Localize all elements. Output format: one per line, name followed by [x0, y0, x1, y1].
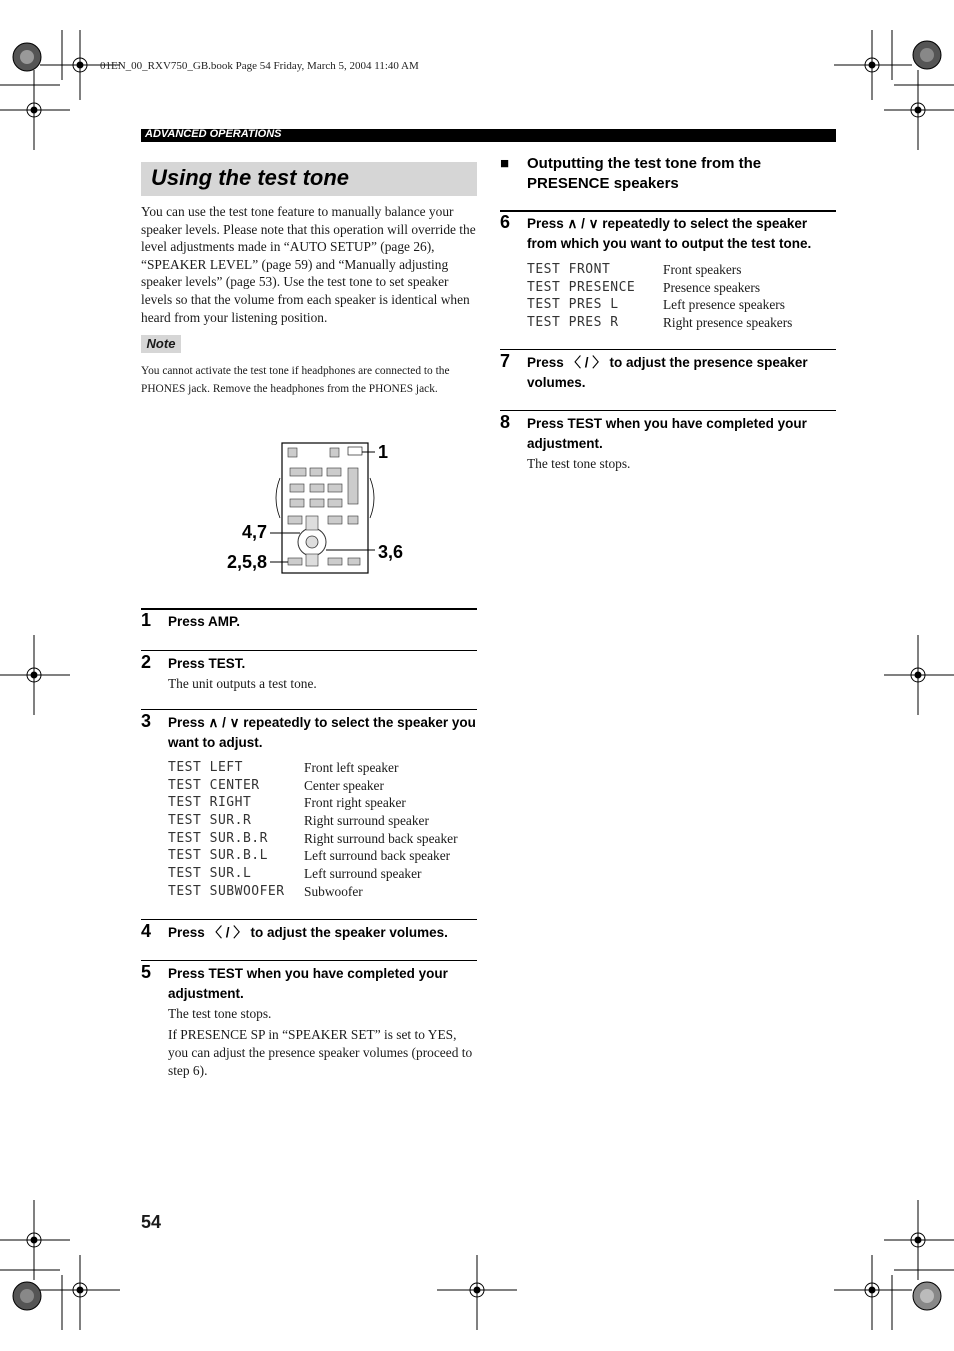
lcd-code: TEST SUBWOOFER: [168, 883, 285, 899]
step-3-table: [168, 760, 478, 902]
step-6-number: 6: [500, 212, 511, 232]
step-1-heading: Press AMP.: [168, 614, 241, 629]
table-row: [168, 778, 478, 796]
step-4-rule: [141, 919, 477, 920]
step-5-heading: Press TEST when you have completed your adjustment.: [168, 966, 448, 1001]
speaker-desc: Left presence speakers: [663, 297, 785, 313]
step-8-number: 8: [500, 412, 511, 432]
speaker-desc: Presence speakers: [663, 279, 761, 295]
step-2-rule: [141, 650, 477, 651]
step-6-table: [527, 262, 837, 333]
speaker-desc: Left surround speaker: [304, 866, 422, 882]
lcd-code: TEST SUR.R: [168, 813, 252, 829]
step-1-number: 1: [141, 610, 152, 630]
presence-bullet: ■: [500, 155, 510, 172]
speaker-desc: Right surround back speaker: [304, 830, 458, 846]
step-8-rule: [500, 410, 836, 411]
step-3-rule: [141, 709, 477, 710]
table-row: [527, 315, 837, 333]
section-label: ADVANCED OPERATIONS: [145, 128, 282, 140]
step-8-heading: Press TEST when you have completed your adjustment.: [527, 416, 807, 451]
step-8-body: The test tone stops.: [527, 456, 631, 471]
table-row: [168, 884, 478, 902]
presence-heading-line2: PRESENCE speakers: [527, 175, 679, 192]
lcd-code: TEST SUR.B.L: [168, 848, 268, 864]
step-4-heading: Press 〈 / 〉 to adjust the speaker volumes.: [168, 925, 448, 940]
table-row: [527, 297, 837, 315]
step-4-number: 4: [141, 921, 152, 941]
speaker-desc: Right surround speaker: [304, 813, 429, 829]
speaker-desc: Front right speaker: [304, 795, 406, 811]
speaker-desc: Right presence speakers: [663, 315, 793, 331]
page-title: Using the test tone: [151, 165, 350, 190]
note-label: Note: [141, 335, 181, 353]
lcd-code: TEST SUR.L: [168, 866, 252, 882]
table-row: [168, 813, 478, 831]
step-5-body: The test tone stops.: [168, 1006, 272, 1021]
lcd-code: TEST PRES L: [527, 297, 619, 313]
step-3-number: 3: [141, 711, 152, 731]
step-6-rule: [500, 210, 836, 212]
presence-heading-line1: Outputting the test tone from the: [527, 155, 762, 172]
table-row: [168, 760, 478, 778]
intro-paragraph: You can use the test tone feature to manually balance your speaker levels. Please note that this operation will override the level adjustments made in “AUTO SETUP” (page 26), “SPEAKER LEVEL” (page 59) and “Manually adjusting speaker levels” (page 53). Use the test tone to set speaker levels so that the volume from each speaker is identical when heard from your listening position.: [141, 204, 476, 325]
lcd-code: TEST LEFT: [168, 760, 243, 775]
step-3-heading: Press ∧ / ∨ repeatedly to select the speaker you want to adjust.: [168, 715, 476, 750]
section-bar: [141, 129, 836, 142]
step-6-heading: Press ∧ / ∨ repeatedly to select the speaker from which you want to output the test tone.: [527, 216, 812, 251]
callout-4-7: 4,7: [242, 522, 268, 542]
lcd-code: TEST SUR.B.R: [168, 830, 268, 846]
lcd-code: TEST PRES R: [527, 315, 619, 331]
lcd-code: TEST CENTER: [168, 777, 260, 793]
step-2-number: 2: [141, 652, 152, 672]
step-1-rule: [141, 608, 477, 610]
table-row: [168, 831, 478, 849]
page-number: 54: [141, 1212, 162, 1232]
print-header: 01EN_00_RXV750_GB.book Page 54 Friday, March 5, 2004 11:40 AM: [100, 60, 419, 72]
step-7-heading: Press 〈 / 〉 to adjust the presence speaker volumes.: [527, 355, 808, 390]
table-row: [168, 866, 478, 884]
callout-1: 1: [378, 442, 389, 462]
step-7-number: 7: [500, 351, 511, 371]
lcd-code: TEST FRONT: [527, 262, 611, 277]
step-7-rule: [500, 349, 836, 350]
table-row: [527, 280, 837, 298]
table-row: [527, 262, 837, 280]
callout-3-6: 3,6: [378, 542, 404, 562]
step-5-rule: [141, 960, 477, 961]
speaker-desc: Left surround back speaker: [304, 848, 451, 864]
speaker-desc: Center speaker: [304, 777, 384, 793]
title-box: [141, 162, 477, 196]
step-2-body: The unit outputs a test tone.: [168, 676, 317, 691]
speaker-desc: Front left speaker: [304, 760, 399, 775]
table-row: [168, 795, 478, 813]
lcd-code: TEST RIGHT: [168, 795, 252, 811]
lcd-code: TEST PRESENCE: [527, 279, 636, 295]
step-5-body-2: If PRESENCE SP in “SPEAKER SET” is set to YES, you can adjust the presence speaker volumes (proceed to step 6).: [168, 1027, 473, 1078]
speaker-desc: Front speakers: [663, 262, 742, 277]
step-5-number: 5: [141, 962, 152, 982]
speaker-desc: Subwoofer: [304, 883, 363, 899]
table-row: [168, 848, 478, 866]
step-2-heading: Press TEST.: [168, 656, 246, 671]
note-text: You cannot activate the test tone if headphones are connected to the PHONES jack. Remove the headphones from the PHONES jack.: [141, 365, 450, 395]
callout-2-5-8: 2,5,8: [227, 552, 268, 572]
